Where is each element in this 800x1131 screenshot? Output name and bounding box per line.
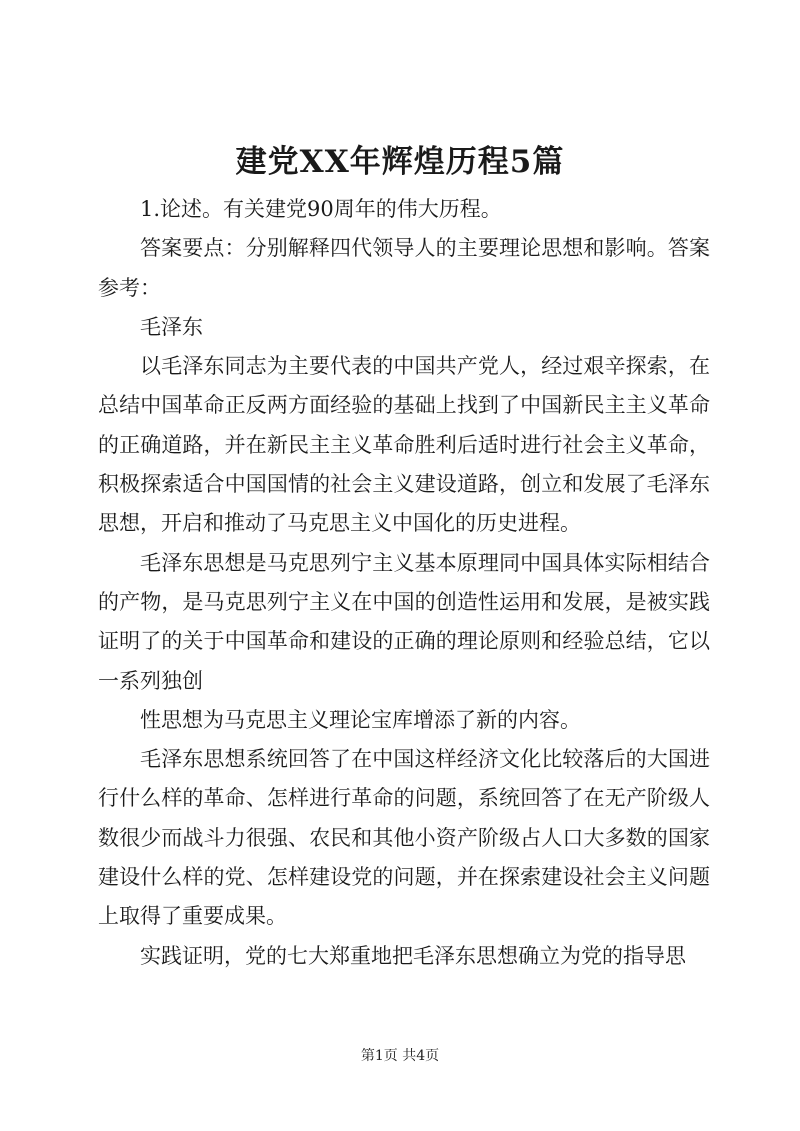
answer-points-paragraph: 答案要点：分别解释四代领导人的主要理论思想和影响。答案参考： — [98, 236, 710, 300]
body-paragraph: 毛泽东思想系统回答了在中国这样经济文化比较落后的大国进行什么样的革命、怎样进行革命的问题，系统回答了在无产阶级人数很少而战斗力很强、农民和其他小资产阶级占人口大多数的国家建设什么样的党、怎样建设党的问题，并在探索建设社会主义问题上取得了重要成果。 — [98, 747, 710, 929]
document-body — [98, 190, 710, 976]
page-footer: 第1页 共4页 — [360, 1048, 440, 1064]
document-title: 建党XX年辉煌历程5篇 — [235, 144, 565, 180]
section-heading-mao: 毛泽东 — [140, 314, 203, 339]
body-paragraph: 性思想为马克思主义理论宝库增添了新的内容。 — [140, 707, 581, 732]
body-paragraph: 毛泽东思想是马克思列宁主义基本原理同中国具体实际相结合的产物，是马克思列宁主义在中国的创造性运用和发展，是被实践证明了的关于中国革命和建设的正确的理论原则和经验总结，它以一系列独创 — [98, 550, 710, 693]
body-paragraph: 实践证明，党的七大郑重地把毛泽东思想确立为党的指导思 — [140, 943, 686, 968]
question-paragraph: 1.论述。有关建党90周年的伟大历程。 — [140, 197, 502, 221]
body-paragraph: 以毛泽东同志为主要代表的中国共产党人，经过艰辛探索，在总结中国革命正反两方面经验的基础上找到了中国新民主主义革命的正确道路，并在新民主主义革命胜利后适时进行社会主义革命，积极探索适合中国国情的社会主义建设道路，创立和发展了毛泽东思想，开启和推动了马克思主义中国化的历史进程。 — [98, 354, 710, 536]
